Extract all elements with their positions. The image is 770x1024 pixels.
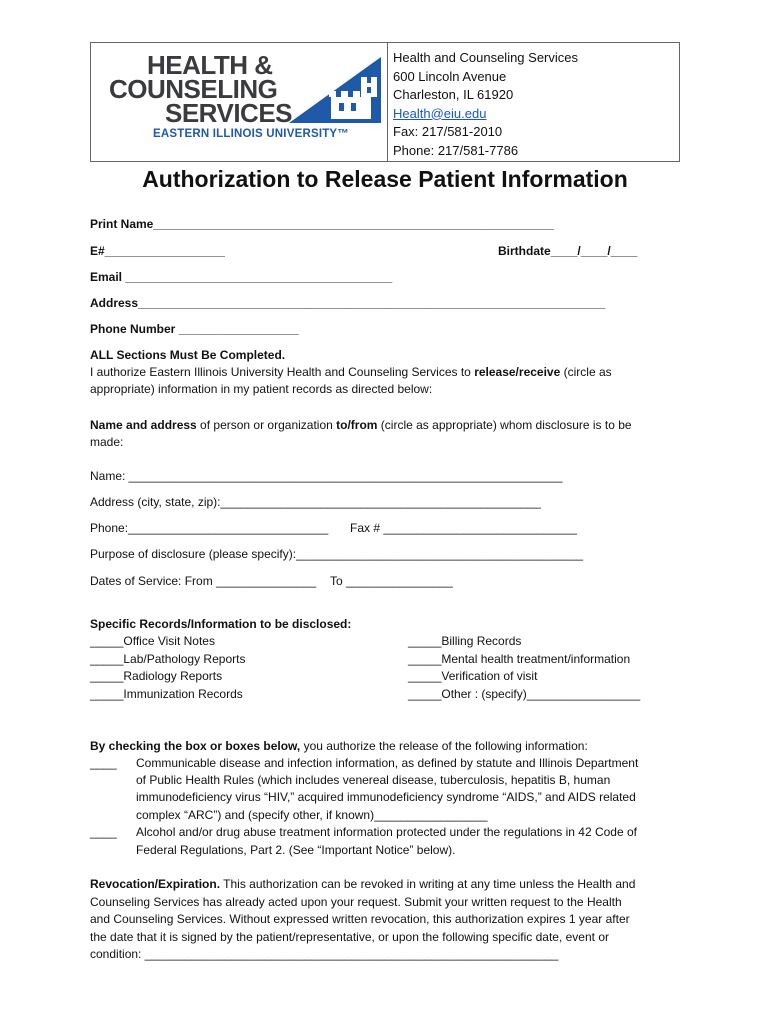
revocation-line: the date that it is signed by the patient/representative, or upon the following specific date, event or bbox=[90, 930, 609, 944]
consent-blank-2[interactable]: ____ bbox=[90, 825, 117, 839]
print-name-field[interactable]: Print Name____________________________________________________________ bbox=[90, 217, 554, 231]
authorize-text: I authorize Eastern Illinois University Health and Counseling Services to bbox=[90, 365, 475, 379]
revocation-heading: Revocation/Expiration. bbox=[90, 877, 221, 891]
consent-blank-1[interactable]: ____ bbox=[90, 756, 117, 770]
consent-intro-bold: By checking the box or boxes below, bbox=[90, 739, 301, 753]
record-option[interactable]: _____Radiology Reports bbox=[90, 669, 223, 683]
required-notice: ALL Sections Must Be Completed. bbox=[90, 348, 286, 362]
email-field[interactable]: Email ________________________________________ bbox=[90, 270, 393, 284]
record-option[interactable]: _____Mental health treatment/information bbox=[408, 652, 631, 666]
e-number-field[interactable]: E#__________________ bbox=[90, 244, 225, 258]
recipient-address-field[interactable]: Address (city, state, zip):________________________________________________ bbox=[90, 495, 541, 509]
recipient-fax-field[interactable]: Fax # _____________________________ bbox=[350, 521, 577, 535]
consent-item-2-line: Federal Regulations, Part 2. (See “Important Notice” below). bbox=[136, 843, 456, 857]
contact-street: 600 Lincoln Avenue bbox=[393, 68, 507, 84]
birthdate-field[interactable]: Birthdate____/____/____ bbox=[498, 244, 638, 258]
record-option[interactable]: _____Verification of visit bbox=[408, 669, 538, 683]
contact-org: Health and Counseling Services bbox=[393, 50, 578, 65]
consent-item-1-line: of Public Health Rules (which includes venereal disease, tuberculosis, hepatitis B, human bbox=[136, 773, 611, 787]
record-option[interactable]: _____Lab/Pathology Reports bbox=[90, 652, 246, 666]
record-option[interactable]: _____Office Visit Notes bbox=[90, 634, 215, 648]
revocation-line bbox=[90, 876, 635, 892]
contact-city: Charleston, IL 61920 bbox=[393, 87, 514, 102]
phone-number-field[interactable]: Phone Number __________________ bbox=[90, 322, 299, 336]
revocation-line: and Counseling Services. Without expressed written revocation, this authorization expires 1 year after bbox=[90, 912, 630, 926]
logo-line-1: HEALTH & bbox=[147, 50, 273, 80]
logo-university: EASTERN ILLINOIS UNIVERSITY™ bbox=[153, 128, 350, 140]
recipient-label: Name and address bbox=[90, 418, 197, 432]
record-option[interactable]: _____Billing Records bbox=[408, 634, 522, 648]
logo-line-3: SERVICES bbox=[165, 98, 293, 128]
contact-fax: Fax: 217/581-2010 bbox=[393, 124, 503, 139]
consent-intro bbox=[90, 738, 588, 754]
contact-phone: Phone: 217/581-7786 bbox=[393, 142, 519, 158]
logo-line-2: COUNSELING bbox=[109, 74, 278, 104]
consent-intro-text: you authorize the release of the following information: bbox=[300, 739, 588, 753]
recipient-circle-note: (circle as appropriate) whom disclosure is to be bbox=[377, 418, 632, 432]
consent-item-2-line: Alcohol and/or drug abuse treatment information protected under the regulations in 42 Code of bbox=[136, 825, 637, 839]
recipient-name-field[interactable]: Name: _________________________________________________________________ bbox=[90, 469, 563, 483]
address-field[interactable]: Address______________________________________________________________________ bbox=[90, 296, 606, 310]
to-from-choice[interactable]: to/from bbox=[336, 418, 378, 432]
record-option[interactable]: _____Immunization Records bbox=[90, 687, 243, 701]
records-heading: Specific Records/Information to be disclosed: bbox=[90, 617, 352, 631]
authorize-line-2: appropriate) information in my patient records as directed below: bbox=[90, 382, 433, 396]
consent-item-1-line: immunodeficiency virus “HIV,” acquired immunodeficiency syndrome “AIDS,” and AIDS related bbox=[136, 790, 636, 804]
authorize-circle-note: (circle as bbox=[560, 365, 612, 379]
revocation-line: Counseling Services has already acted upon your request. Submit your written request to the Health bbox=[90, 895, 622, 909]
recipient-instruction bbox=[90, 417, 632, 433]
release-receive-choice[interactable]: release/receive bbox=[474, 365, 561, 379]
dates-from-field[interactable]: Dates of Service: From _______________ bbox=[90, 574, 317, 588]
header-divider bbox=[387, 43, 388, 161]
revocation-text: This authorization can be revoked in writing at any time unless the Health and bbox=[220, 877, 636, 891]
dates-to-field[interactable]: To ________________ bbox=[330, 574, 453, 588]
page-title: Authorization to Release Patient Information bbox=[142, 166, 628, 192]
consent-item-1-line: complex “ARC”) and (specify other, if known)_________________ bbox=[136, 808, 488, 822]
contact-email-link[interactable]: Health@eiu.edu bbox=[393, 105, 487, 121]
record-option[interactable]: _____Other : (specify)_________________ bbox=[408, 687, 641, 701]
contact-block bbox=[393, 49, 578, 160]
letterhead bbox=[90, 42, 680, 162]
purpose-field[interactable]: Purpose of disclosure (please specify):___________________________________________ bbox=[90, 547, 584, 561]
recipient-phone-field[interactable]: Phone:______________________________ bbox=[90, 521, 329, 535]
hcs-logo bbox=[103, 49, 379, 153]
revocation-condition-field[interactable]: condition: ______________________________________________________________ bbox=[90, 947, 559, 961]
recipient-instruction-2: made: bbox=[90, 435, 124, 449]
consent-item-1-line: Communicable disease and infection information, as defined by statute and Illinois Department bbox=[136, 756, 639, 770]
recipient-text: of person or organization bbox=[196, 418, 337, 432]
authorize-line bbox=[90, 364, 612, 380]
castle-tower-icon bbox=[289, 57, 381, 123]
